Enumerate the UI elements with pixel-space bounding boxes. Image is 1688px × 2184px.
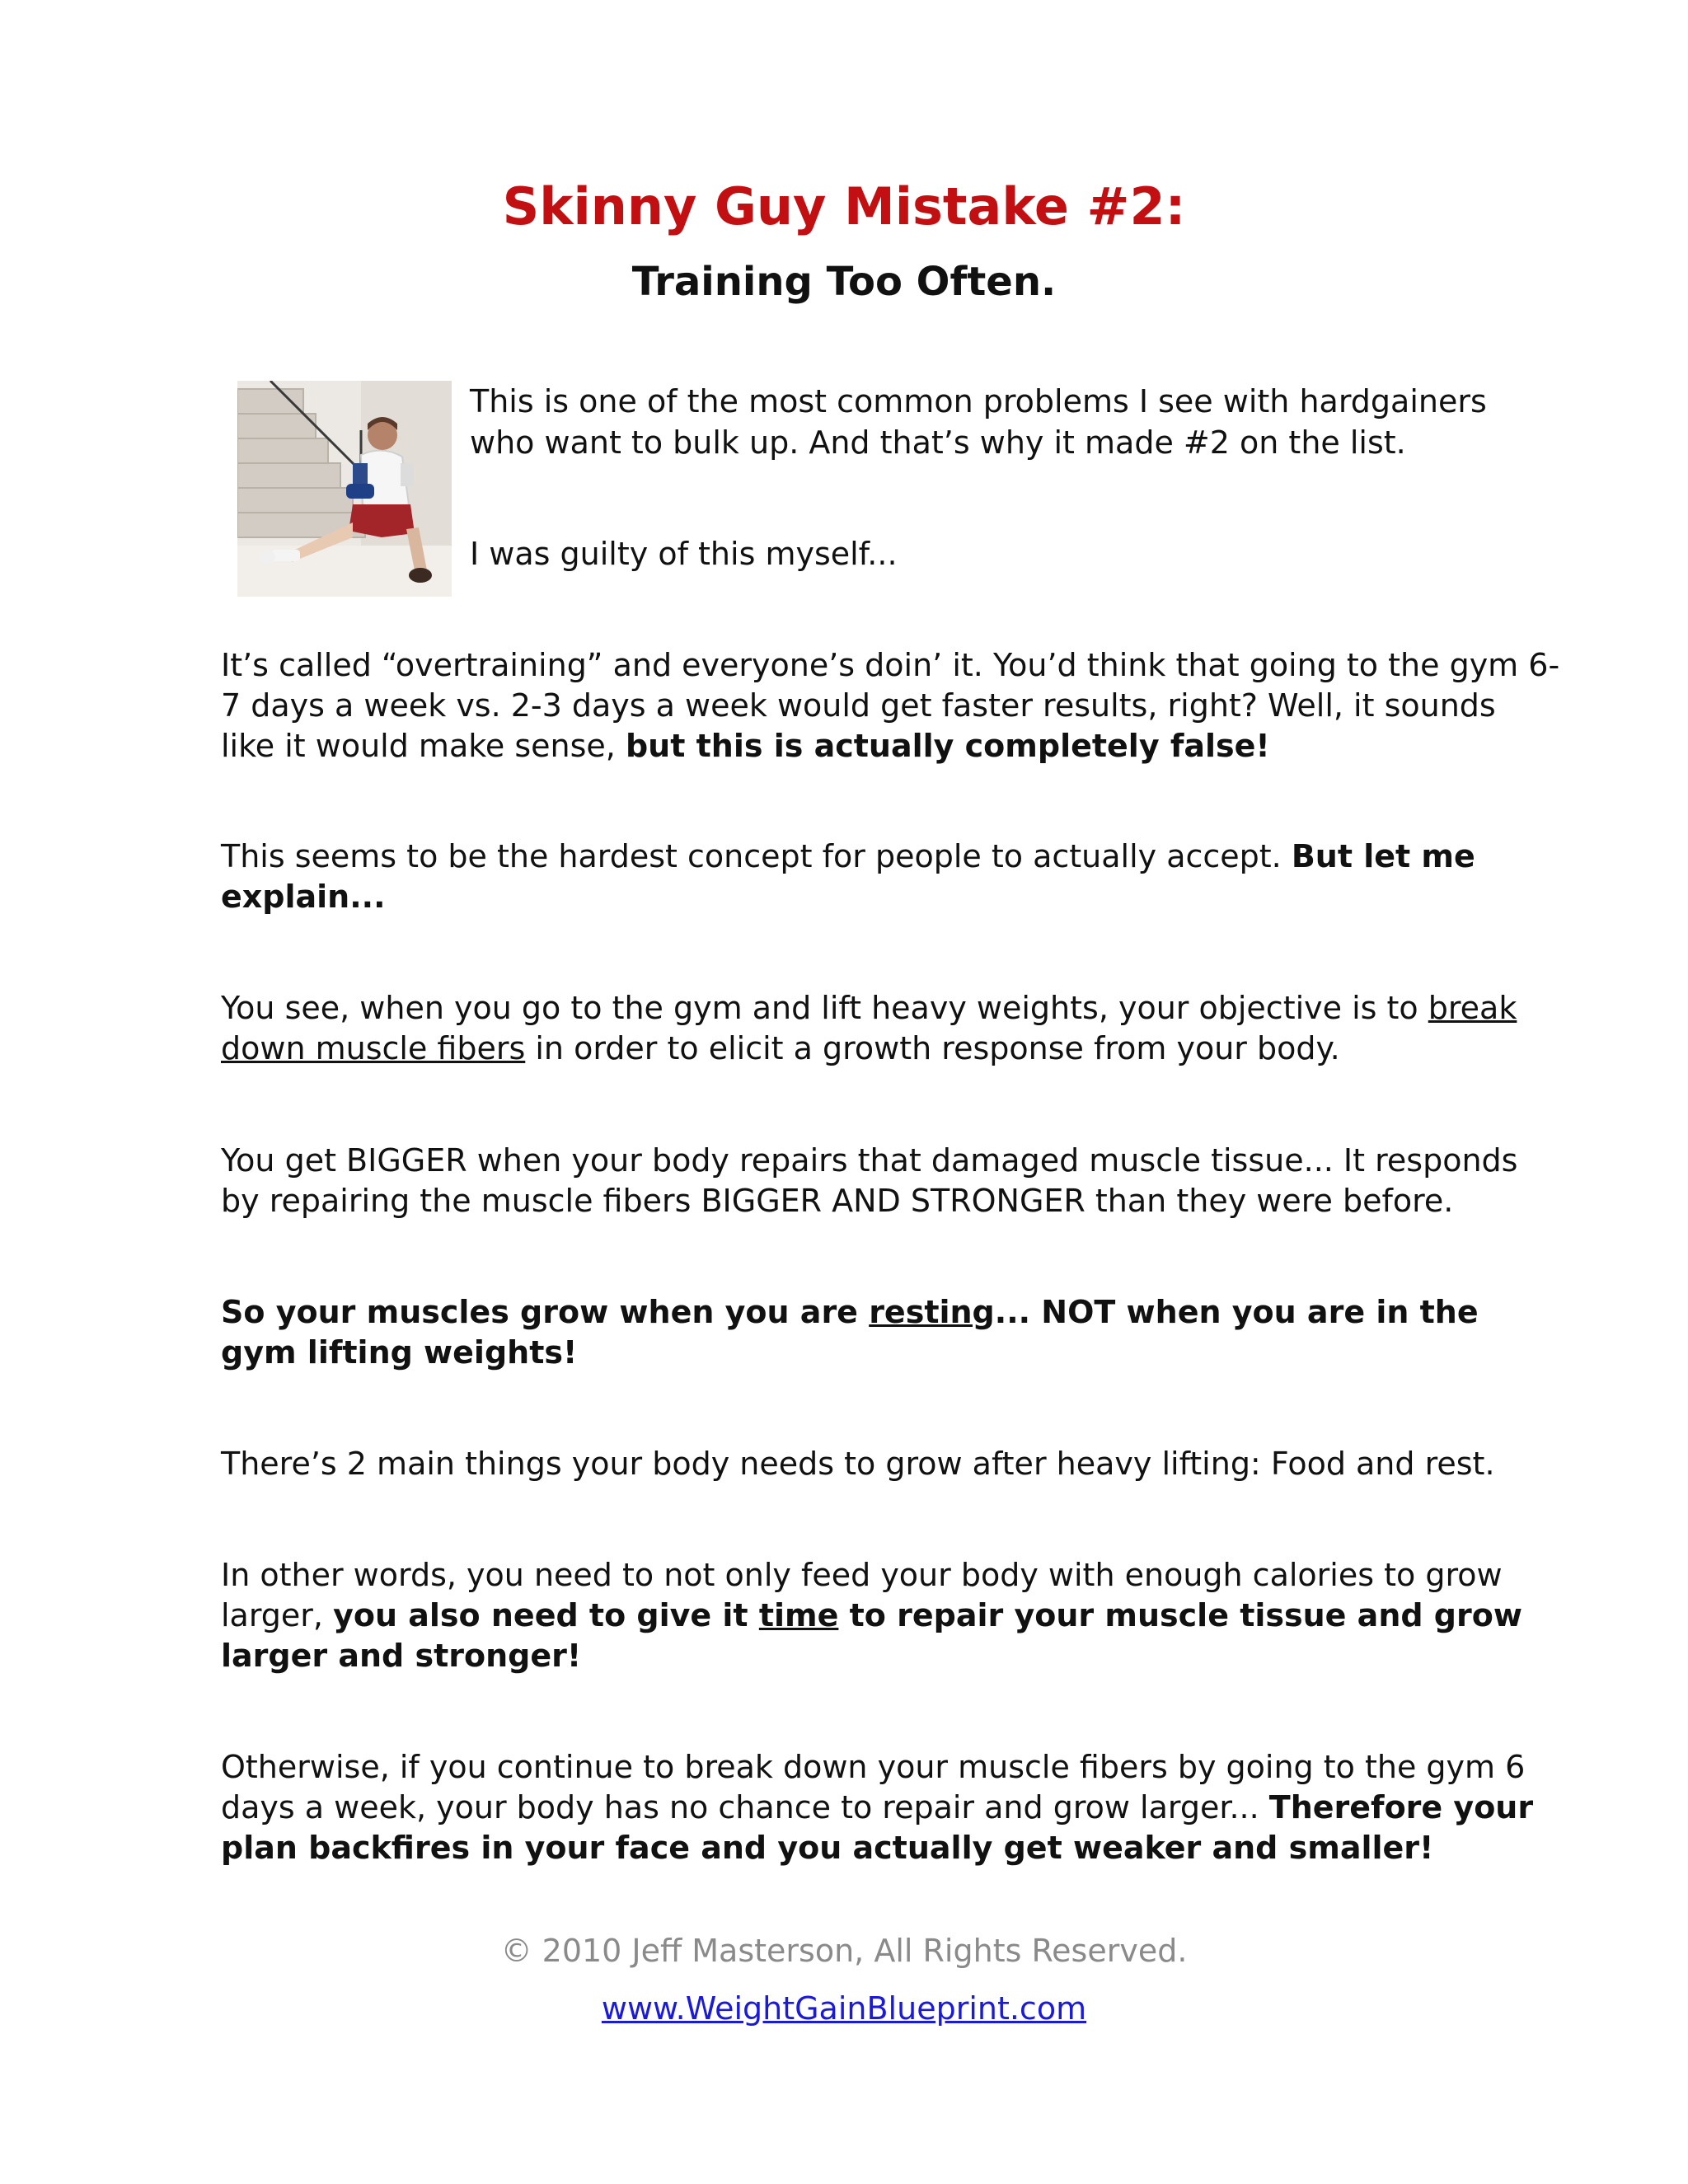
underlined-text: time [758, 1597, 839, 1633]
bold-text: to repair your muscle tissue and grow [838, 1597, 1522, 1633]
underlined-text: break [1428, 990, 1517, 1026]
paragraph-line [221, 1596, 1522, 1636]
copyright-notice: © 2010 Jeff Masterson, All Rights Reserved. [500, 1933, 1188, 1969]
paragraph-line: There’s 2 main things your body needs to grow after heavy lifting: Food and rest. [221, 1446, 1495, 1482]
intro-line-3: I was guilty of this myself... [470, 536, 898, 572]
text-span: This seems to be the hardest concept for people to actually accept. [221, 838, 1292, 874]
paragraph-line [221, 726, 1474, 766]
paragraph-line: It’s called “overtraining” and everyone’s doin’ it. You’d think that going to the gym 6- [221, 647, 1560, 683]
website-footer [0, 1988, 1688, 2029]
paragraph-line: larger and stronger! [221, 1638, 582, 1674]
paragraph-line [221, 1029, 1474, 1069]
bold-text: but this is actually completely false! [625, 728, 1270, 764]
underlined-text: down muscle fibers [221, 1030, 526, 1066]
intro-line-2: who want to bulk up. And that’s why it made #2 on the list. [470, 424, 1406, 461]
paragraph-line: In other words, you need to not only feed your body with enough calories to grow [221, 1557, 1503, 1593]
paragraph-line [221, 1292, 1479, 1333]
text-span: So your muscles grow when you are [221, 1294, 870, 1330]
paragraph-line: gym lifting weights! [221, 1334, 578, 1371]
bold-text: But let me [1291, 838, 1475, 874]
paragraph-line [221, 988, 1517, 1029]
paragraph-line: 7 days a week vs. 2-3 days a week would get faster results, right? Well, it sounds [221, 687, 1496, 724]
paragraph-line: plan backfires in your face and you actually get weaker and smaller! [221, 1830, 1434, 1866]
page-subtitle: Training Too Often. [631, 259, 1057, 305]
text-span: days a week, your body has no chance to repair and grow larger... [221, 1789, 1269, 1825]
page-title: Skinny Guy Mistake #2: [502, 176, 1186, 237]
paragraph-line [221, 1788, 1534, 1828]
text-span: ... NOT when you are in the [994, 1294, 1479, 1330]
text-span: larger, [221, 1597, 334, 1633]
bold-text: you also need to give it [333, 1597, 759, 1633]
text-span: in order to elicit a growth response from your body. [525, 1030, 1340, 1066]
underlined-text: resting [869, 1294, 995, 1330]
website-link[interactable]: www.WeightGainBlueprint.com [601, 1990, 1087, 2027]
paragraph-line: Otherwise, if you continue to break down your muscle fibers by going to the gym 6 [221, 1749, 1526, 1785]
resting-man-photo [237, 381, 452, 597]
intro-line-1: This is one of the most common problems I see with hardgainers [470, 383, 1487, 419]
paragraph-line: You get BIGGER when your body repairs that damaged muscle tissue... It responds [221, 1142, 1518, 1179]
text-span: like it would make sense, [221, 728, 626, 764]
paragraph-line: explain... [221, 879, 386, 915]
paragraph-line [221, 837, 1474, 877]
paragraph-line: by repairing the muscle fibers BIGGER AND STRONGER than they were before. [221, 1183, 1454, 1219]
text-span: You see, when you go to the gym and lift heavy weights, your objective is to [221, 990, 1428, 1026]
bold-text: Therefore your [1268, 1789, 1534, 1825]
